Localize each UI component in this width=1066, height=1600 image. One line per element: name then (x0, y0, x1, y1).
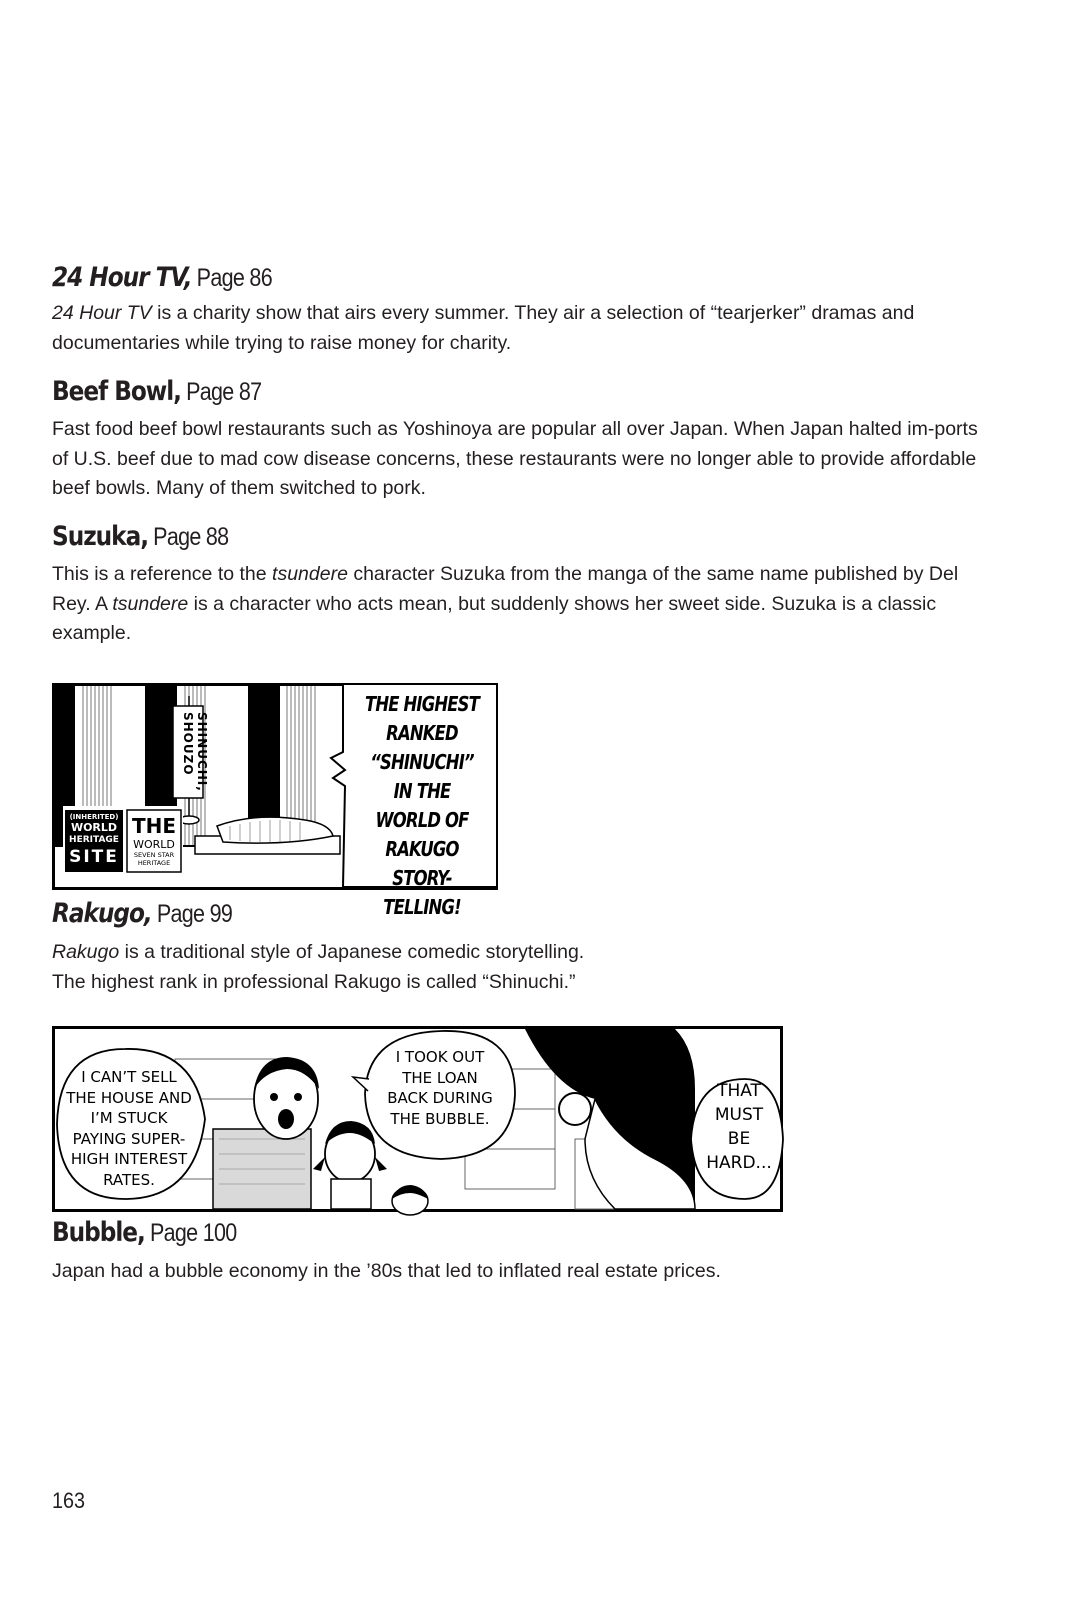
entry-body-text: This is a reference to the (52, 563, 273, 585)
entry-page-ref: Page 100 (149, 1219, 237, 1247)
entry-body-bubble: Japan had a bubble economy in the ’80s that led to inflated real estate prices. (52, 1260, 721, 1282)
manga-panel-bubble (52, 1026, 783, 1212)
banner-line: SHOUZO (181, 712, 195, 776)
sign-line: (INHERITED) (69, 813, 119, 821)
entry-title-suzuka (52, 521, 228, 552)
sign-line: THE (131, 814, 177, 838)
entry-title-beef-bowl (52, 376, 261, 407)
entry-body-rakugo (52, 938, 992, 997)
entry-page-ref: Page 99 (156, 900, 233, 928)
entry-term: Beef Bowl, (52, 376, 181, 407)
speech-bubble-right: THAT MUST BE HARD... (706, 1081, 772, 1173)
entry-page-ref: Page 87 (186, 378, 262, 406)
entry-term: Suzuka, (52, 521, 149, 552)
entry-body-text: is a character who acts mean, but suddenly shows her sweet side. Suzuka is a classic example. (52, 592, 937, 644)
sign-line: WORLD (133, 838, 175, 851)
banner-line: SHINUCHI, (195, 712, 209, 792)
entry-body-italic: tsundere (112, 592, 189, 615)
entry-page-ref: Page 88 (153, 523, 229, 551)
sign-line: WORLD (70, 821, 118, 834)
entry-term: 24 Hour TV, (52, 262, 192, 293)
entry-body-beef-bowl: Fast food beef bowl restaurants such as Yoshinoya are popular all over Japan. When Japan halted im-ports of U.S. beef due to mad cow disease concerns, these restaurants were no longer able to provide affordable beef bowls. Many of them switched to pork. (52, 418, 978, 499)
entry-body-suzuka (52, 560, 992, 649)
sign-line: HERITAGE (69, 835, 119, 845)
entry-title-24-hour-tv (52, 262, 272, 293)
entry-title-bubble (52, 1217, 237, 1248)
sign-line: SEVEN STAR (133, 851, 175, 859)
entry-title-rakugo (52, 898, 232, 929)
rakugo-banner (181, 712, 209, 796)
speech-bubble-middle: I TOOK OUT THE LOAN BACK DURING THE BUBBLE. (387, 1048, 493, 1128)
entry-body-text: is a traditional style of Japanese comedic storytelling. (119, 941, 585, 963)
entry-page-ref: Page 86 (196, 264, 272, 292)
rakugo-speech-bubble: THE HIGHEST RANKED “SHINUCHI” IN THE WORLD OF RAKUGO STORY-TELLING! (364, 692, 480, 919)
page-number: 163 (52, 1488, 86, 1513)
entry-body-text: character Suzuka from the manga of the same name published by Del Rey. A (52, 563, 959, 615)
entry-body-italic: 24 Hour TV (52, 302, 152, 324)
entry-body-italic: Rakugo (52, 941, 120, 963)
sign-line: SITE (69, 847, 119, 867)
entry-body-text: is a charity show that airs every summer. They air a selection of “tearjerker” dramas and documentaries while trying to raise money for charity. (52, 302, 915, 354)
entry-body-24-hour-tv (52, 299, 992, 358)
entry-body-italic: tsundere (272, 563, 348, 585)
entry-term: Rakugo, (52, 898, 152, 929)
speech-bubble-left: I CAN’T SELL THE HOUSE AND I’M STUCK PAYING SUPER-HIGH INTEREST RATES. (66, 1068, 192, 1189)
entry-term: Bubble, (52, 1217, 145, 1248)
world-heritage-sign (65, 812, 123, 868)
seven-star-sign (127, 814, 181, 867)
sign-line: HERITAGE (137, 859, 171, 867)
entry-body-text: The highest rank in professional Rakugo is called “Shinuchi.” (52, 970, 576, 993)
